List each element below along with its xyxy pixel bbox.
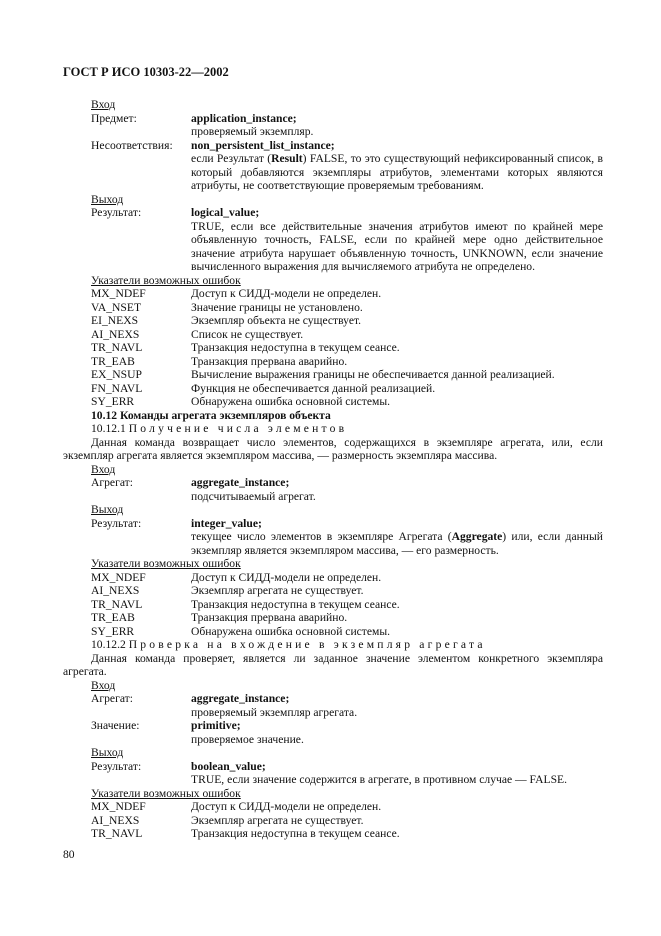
error-desc: Обнаружена ошибка основной системы. <box>191 395 391 408</box>
error-code: EX_NSUP <box>91 368 142 381</box>
param-name: aggregate_instance; <box>191 692 290 705</box>
error-row <box>63 382 603 396</box>
error-code: SY_ERR <box>91 624 135 638</box>
error-desc: Транзакция прервана аварийно. <box>191 611 348 624</box>
param-desc: подсчитываемый агрегат. <box>191 489 316 503</box>
param-key: Результат: <box>91 206 142 219</box>
param-key: Значение: <box>91 719 140 732</box>
param-desc: если Результат (Result) FALSE, то это существующий нефиксированный список, в который добавляются экземпляры атрибутов, элементами которых являются атрибуты, не соответствующие проверяемым требованиям. <box>191 152 604 192</box>
output-label: Выход <box>91 503 124 516</box>
errors-label: Указатели возможных ошибок <box>91 786 241 800</box>
param-desc-row <box>63 125 603 139</box>
error-code: TR_EAB <box>91 611 135 624</box>
error-row <box>63 584 603 598</box>
section-title: 10.12 Команды агрегата экземпляров объекта <box>91 408 331 422</box>
param-desc: проверяемое значение. <box>191 732 304 746</box>
error-code: MX_NDEF <box>91 800 146 813</box>
error-desc: Экземпляр агрегата не существует. <box>191 813 364 827</box>
param-desc-row <box>63 220 603 274</box>
error-code: AI_NEXS <box>91 813 140 827</box>
param-key: Агрегат: <box>91 692 133 705</box>
error-row <box>63 368 603 382</box>
error-code: MX_NDEF <box>91 570 146 584</box>
error-desc: Значение границы не установлено. <box>191 300 363 314</box>
param-name: logical_value; <box>191 206 260 219</box>
param-desc-row <box>63 490 603 504</box>
param-name: aggregate_instance; <box>191 476 290 489</box>
error-code: TR_NAVL <box>91 827 143 840</box>
param-row <box>63 206 603 220</box>
error-code: TR_NAVL <box>91 597 143 611</box>
error-desc: Функция не обеспечивается данной реализацией. <box>191 381 436 395</box>
errors-list <box>63 571 603 639</box>
param-key: Агрегат: <box>91 476 133 489</box>
error-desc: Экземпляр объекта не существует. <box>191 314 362 327</box>
param-desc-row <box>63 706 603 720</box>
param-name: application_instance; <box>191 111 297 125</box>
error-code: AI_NEXS <box>91 327 140 341</box>
error-row <box>63 598 603 612</box>
output-label: Выход <box>91 746 124 759</box>
error-row <box>63 328 603 342</box>
param-name: boolean_value; <box>191 759 266 773</box>
param-key: Несоответствия: <box>91 138 173 152</box>
error-code: VA_NSET <box>91 300 142 314</box>
param-desc-row <box>63 733 603 747</box>
param-key: Результат: <box>91 516 142 530</box>
errors-list <box>63 287 603 409</box>
param-row <box>63 476 603 490</box>
paragraph: Данная команда возвращает число элементов, содержащихся в экземпляре агрегата, или, если экземпляр агрегата является экземпляром массива, — размерность экземпляра массива. <box>63 435 603 462</box>
param-key: Предмет: <box>91 111 137 125</box>
subsection-title: 10.12.2 Проверка на вхождение в экземпляр агрегата <box>91 638 486 651</box>
input-label: Вход <box>91 98 116 111</box>
error-desc: Доступ к СИДД-модели не определен. <box>191 570 382 584</box>
error-desc: Доступ к СИДД-модели не определен. <box>191 287 382 300</box>
error-row <box>63 395 603 409</box>
subsection-title: 10.12.1 Получение числа элементов <box>91 422 348 435</box>
param-name: integer_value; <box>191 516 262 530</box>
param-desc: TRUE, если все действительные значения атрибутов имеют по крайней мере объявленную точность, FALSE, если по крайней мере одно действительное значение атрибута нарушает объявленную точность, UNKNOWN, если значение вычисленного выражения для вычисляемого атрибута не определено. <box>191 219 603 273</box>
param-desc: текущее число элементов в экземпляре Агрегата (Aggregate) или, если данный экземпляр является экземпляром массива, — его размерность. <box>191 530 603 557</box>
error-code: SY_ERR <box>91 395 135 408</box>
param-row <box>63 112 603 126</box>
error-code: AI_NEXS <box>91 584 140 597</box>
error-desc: Вычисление выражения границы не обеспечивается данной реализацией. <box>191 368 555 381</box>
error-desc: Доступ к СИДД-модели не определен. <box>191 800 382 813</box>
error-row <box>63 571 603 585</box>
error-row <box>63 827 603 841</box>
error-row <box>63 611 603 625</box>
param-name: non_persistent_list_instance; <box>191 138 335 152</box>
param-desc: TRUE, если значение содержится в агрегате, в противном случае — FALSE. <box>191 773 567 786</box>
error-code: FN_NAVL <box>91 381 143 395</box>
param-key: Результат: <box>91 759 142 773</box>
error-row <box>63 800 603 814</box>
output-label: Выход <box>91 192 124 206</box>
document-header: ГОСТ Р ИСО 10303-22—2002 <box>63 65 229 79</box>
error-row <box>63 355 603 369</box>
error-row <box>63 314 603 328</box>
param-name: primitive; <box>191 719 241 732</box>
error-row <box>63 287 603 301</box>
param-row <box>63 760 603 774</box>
error-row <box>63 301 603 315</box>
param-row <box>63 517 603 531</box>
paragraph: Данная команда проверяет, является ли заданное значение элементом конкретного экземпляра агрегата. <box>63 651 603 678</box>
param-row <box>63 139 603 153</box>
param-desc: проверяемый экземпляр агрегата. <box>191 705 358 719</box>
error-desc: Транзакция прервана аварийно. <box>191 354 348 368</box>
errors-list <box>63 800 603 841</box>
param-desc-row <box>63 152 603 193</box>
param-desc-row <box>63 530 603 557</box>
error-desc: Транзакция недоступна в текущем сеансе. <box>191 827 400 840</box>
error-desc: Экземпляр агрегата не существует. <box>191 584 364 597</box>
input-label: Вход <box>91 462 116 476</box>
error-row <box>63 341 603 355</box>
error-code: TR_EAB <box>91 354 135 368</box>
error-desc: Транзакция недоступна в текущем сеансе. <box>191 597 400 611</box>
errors-label: Указатели возможных ошибок <box>91 557 241 570</box>
error-code: TR_NAVL <box>91 341 143 354</box>
errors-label: Указатели возможных ошибок <box>91 273 241 287</box>
param-desc: проверяемый экземпляр. <box>191 125 314 138</box>
error-row <box>63 814 603 828</box>
error-code: MX_NDEF <box>91 287 146 300</box>
input-label: Вход <box>91 678 116 692</box>
error-desc: Обнаружена ошибка основной системы. <box>191 624 391 638</box>
error-desc: Список не существует. <box>191 327 304 341</box>
page-number: 80 <box>63 848 75 861</box>
param-row <box>63 692 603 706</box>
error-code: EI_NEXS <box>91 314 139 327</box>
error-desc: Транзакция недоступна в текущем сеансе. <box>191 341 400 354</box>
param-desc-row <box>63 773 603 787</box>
page-content <box>63 98 603 841</box>
param-row <box>63 719 603 733</box>
error-row <box>63 625 603 639</box>
